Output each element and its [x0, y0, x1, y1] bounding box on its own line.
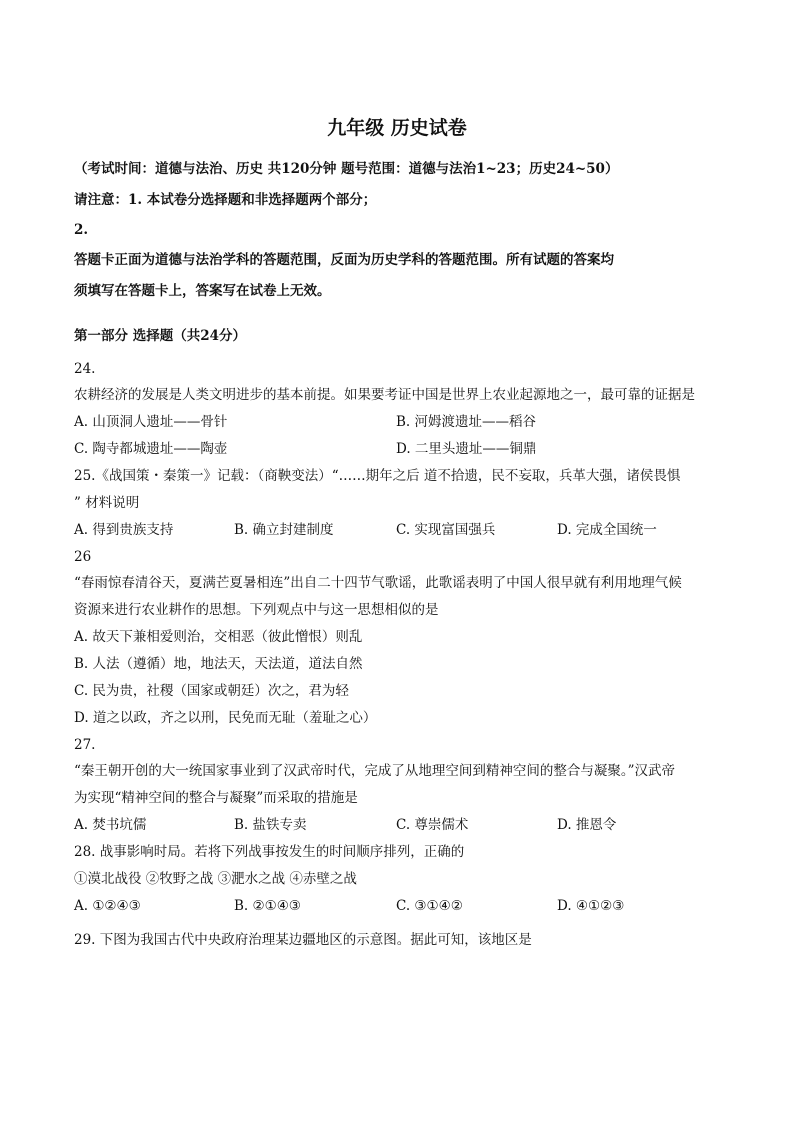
question-24-option-c: C. 陶寺都城遗址——陶壶: [74, 441, 228, 457]
question-24-number: 24.: [74, 361, 96, 377]
question-28-option-c: C. ③①④②: [396, 898, 463, 914]
question-26-option-d: D. 道之以政，齐之以刑，民免而无耻（羞耻之心）: [74, 710, 377, 726]
exam-info: （考试时间：道德与法治、历史 共120分钟 题号范围：道德与法治1~23；历史24~50）: [74, 161, 619, 177]
question-28-option-a: A. ①②④③: [74, 898, 141, 914]
question-28-stem-line-2: ①漠北战役 ②牧野之战 ③淝水之战 ④赤壁之战: [74, 871, 357, 887]
question-27-stem-line-2: 为实现“精神空间的整合与凝聚”而采取的措施是: [74, 790, 358, 806]
question-26-option-c: C. 民为贵，社稷（国家或朝廷）次之，君为轻: [74, 683, 349, 699]
question-25-option-d: D. 完成全国统一: [557, 522, 657, 538]
question-27-option-d: D. 推恩令: [557, 817, 617, 833]
question-26-option-b: B. 人法（遵循）地，地法天，天法道，道法自然: [74, 656, 363, 672]
question-25-option-b: B. 确立封建制度: [234, 522, 334, 538]
question-25-stem-line-1: 25.《战国策・秦策一》记载：（商鞅变法）“……期年之后 道不拾遗，民不妄取，兵革大强，诸侯畏惧: [74, 468, 681, 484]
section-heading: 第一部分 选择题（共24分）: [74, 328, 246, 344]
question-27-option-c: C. 尊崇儒术: [396, 817, 469, 833]
question-26-stem-line-2: 资源来进行农业耕作的思想。下列观点中与这一思想相似的是: [74, 602, 439, 618]
page-title: 九年级 历史试卷: [327, 117, 467, 139]
question-26-stem-line-1: “春雨惊春清谷天，夏满芒夏暑相连”出自二十四节气歌谣，此歌谣表明了中国人很早就有利用地理气候: [74, 575, 682, 591]
notice-2-number: 2.: [74, 222, 89, 238]
question-24-option-d: D. 二里头遗址——铜鼎: [396, 441, 537, 457]
notice-2-line-1: 答题卡正面为道德与法治学科的答题范围，反面为历史学科的答题范围。所有试题的答案均: [74, 252, 614, 268]
question-24-stem: 农耕经济的发展是人类文明进步的基本前提。如果要考证中国是世界上农业起源地之一，最可靠的证据是: [74, 387, 695, 403]
question-28-stem-line-1: 28. 战事影响时局。若将下列战事按发生的时间顺序排列，正确的: [74, 844, 465, 860]
question-25-option-c: C. 实现富国强兵: [396, 522, 496, 538]
question-27-stem-line-1: “秦王朝开创的大一统国家事业到了汉武帝时代，完成了从地理空间到精神空间的整合与凝聚。”汉武帝: [74, 763, 676, 779]
question-24-option-b: B. 河姆渡遗址——稻谷: [396, 414, 537, 430]
question-24-option-a: A. 山顶洞人遗址——骨针: [74, 414, 228, 430]
question-28-option-b: B. ②①④③: [234, 898, 301, 914]
question-29-stem: 29. 下图为我国古代中央政府治理某边疆地区的示意图。据此可知，该地区是: [74, 932, 532, 948]
question-26-option-a: A. 故天下兼相爱则治，交相恶（彼此憎恨）则乱: [74, 629, 363, 645]
question-25-stem-line-2: ” 材料说明: [74, 495, 140, 511]
notice-1: 请注意：1. 本试卷分选择题和非选择题两个部分；: [74, 192, 377, 208]
question-27-option-a: A. 焚书坑儒: [74, 817, 147, 833]
question-27-option-b: B. 盐铁专卖: [234, 817, 307, 833]
notice-2-line-2: 须填写在答题卡上，答案写在试卷上无效。: [74, 283, 331, 299]
question-26-number: 26: [74, 549, 92, 565]
question-27-number: 27.: [74, 737, 96, 753]
question-28-option-d: D. ④①②③: [557, 898, 625, 914]
question-25-option-a: A. 得到贵族支持: [74, 522, 174, 538]
